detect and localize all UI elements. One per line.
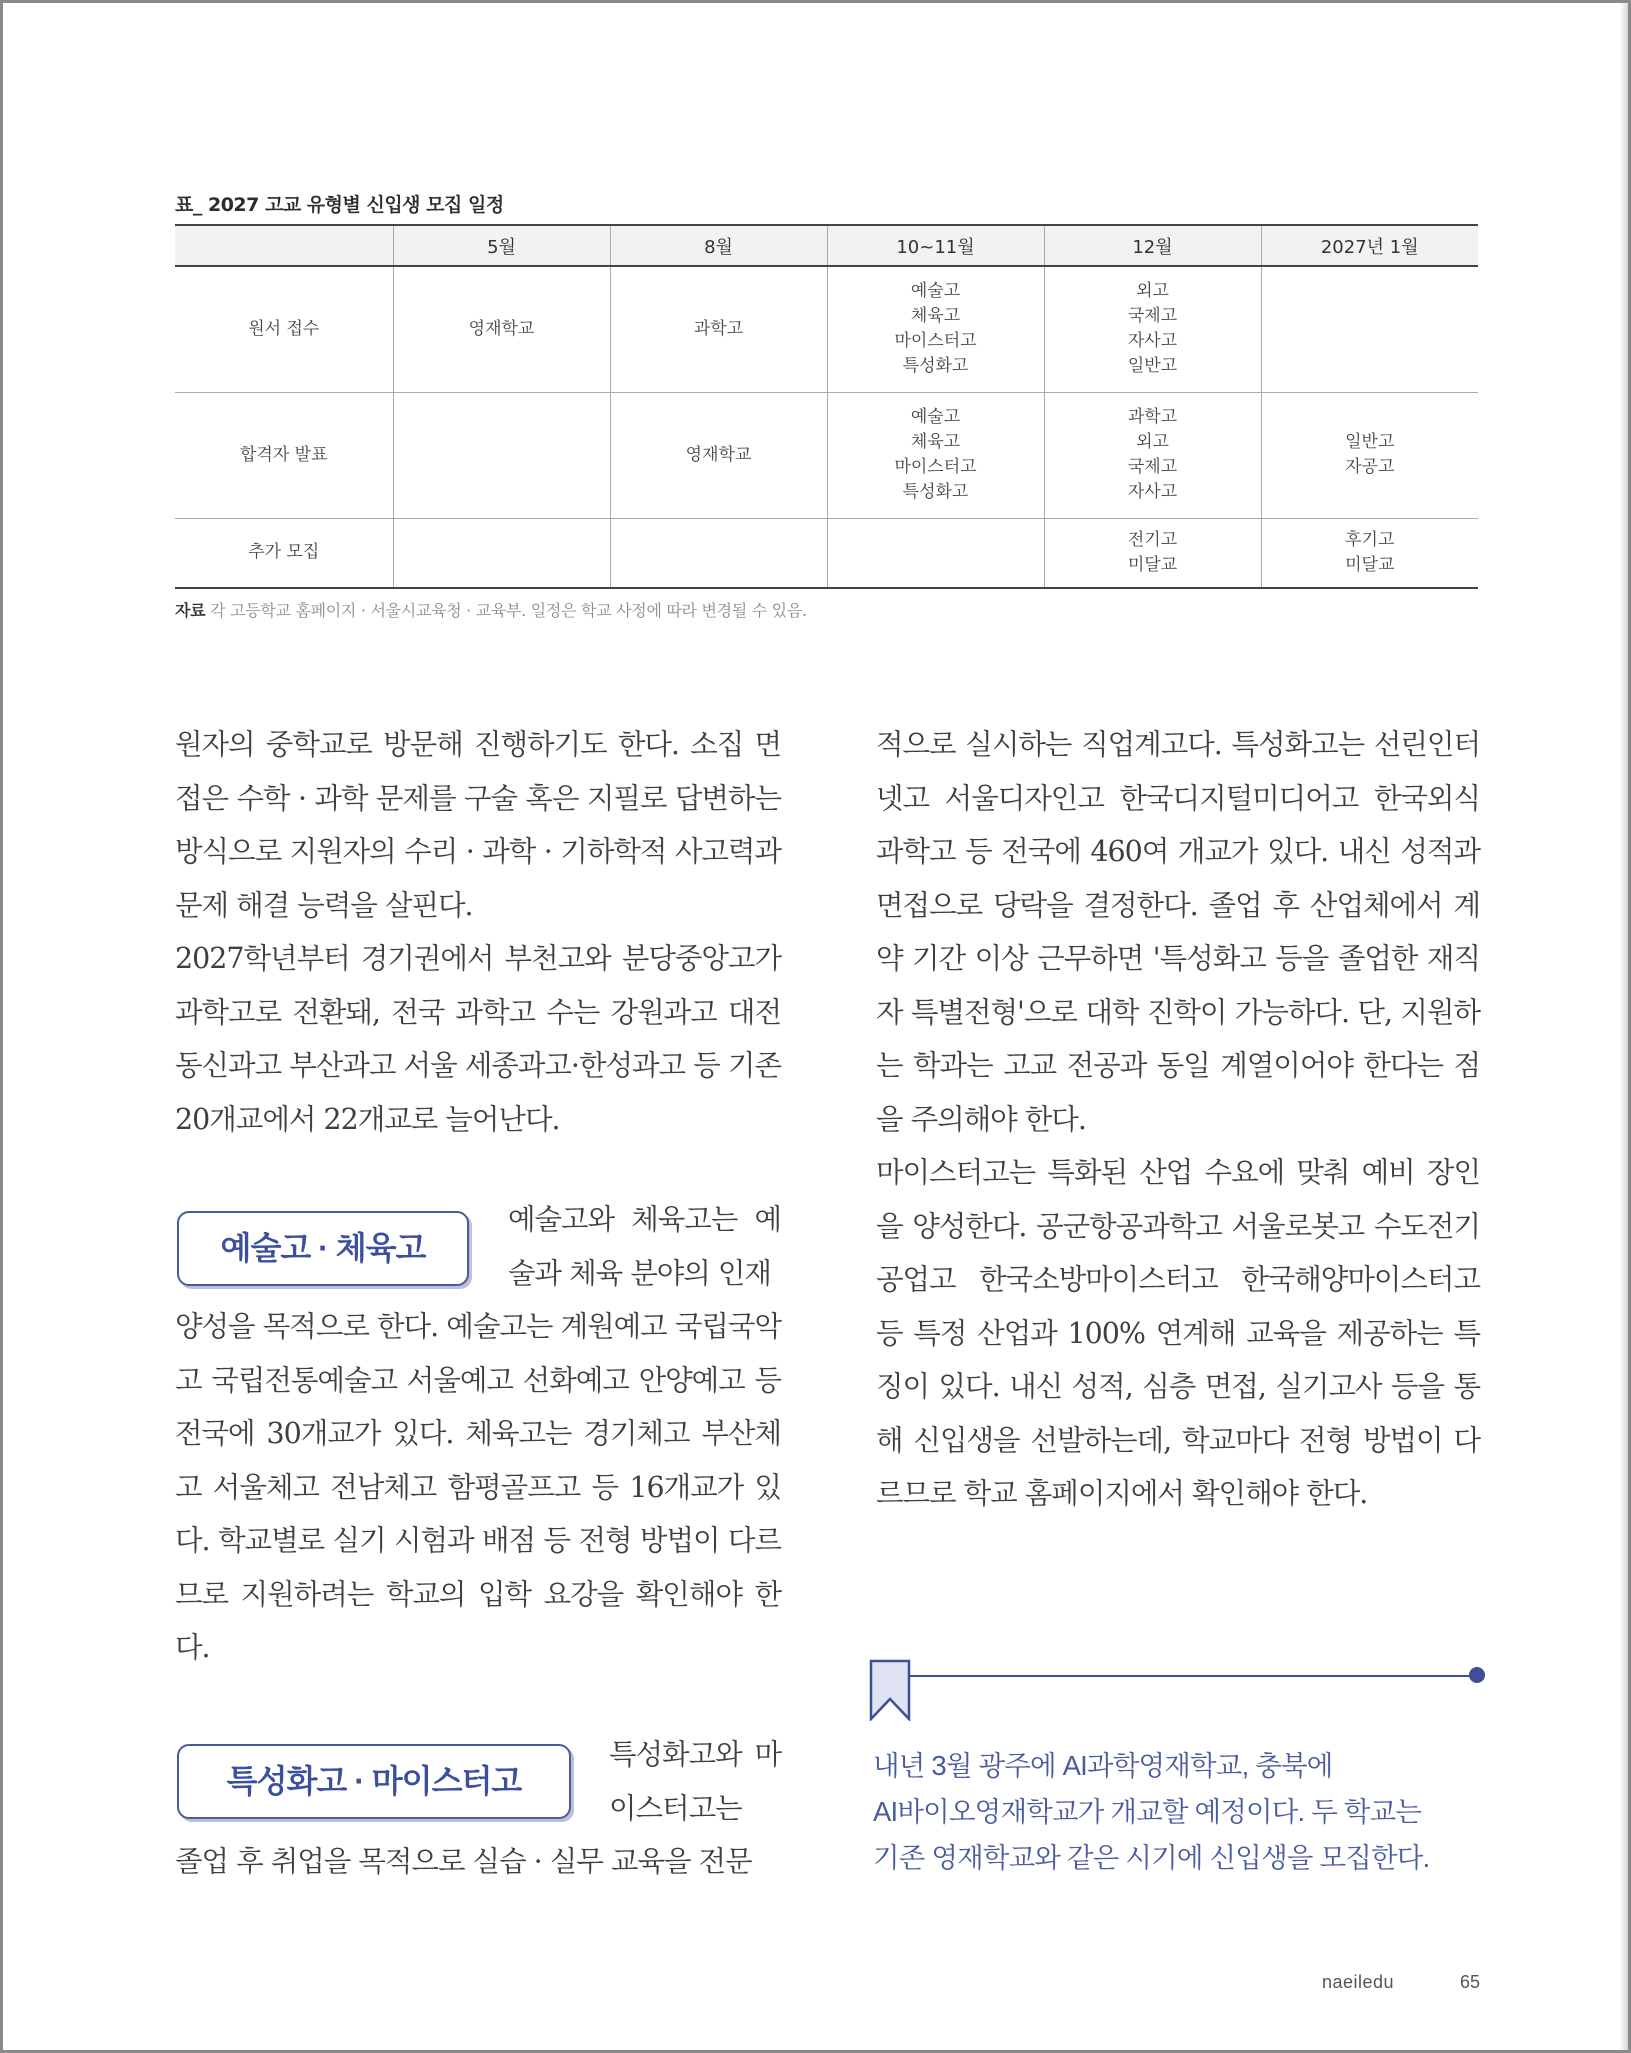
cell-line: 외고 (1136, 432, 1169, 452)
cell-line: 자사고 (1127, 331, 1178, 352)
section2-body: 졸업 후 취업을 목적으로 실습 · 실무 교육을 전문 (175, 1845, 752, 1878)
table-cell (827, 392, 1044, 518)
cell-line: 미달교 (1127, 554, 1178, 575)
row-label: 원서 접수 (175, 266, 393, 392)
table-cell (610, 392, 827, 518)
table-row (175, 392, 1478, 518)
cell-line: 자사고 (1127, 482, 1178, 502)
table-cell (1044, 266, 1261, 392)
table-title: 표_ 2027 고교 유형별 신입생 모집 일정 (175, 194, 504, 216)
cell-line: 특성화고 (902, 482, 969, 502)
callout-divider (910, 1675, 1477, 1677)
table-header-cell (175, 225, 393, 266)
table-cell (1261, 266, 1478, 392)
cell-line: 일반고 (1345, 432, 1395, 452)
cell-line: 마이스터고 (894, 457, 977, 477)
table-header-cell: 2027년 1월 (1261, 225, 1478, 266)
table-header-cell: 5월 (393, 225, 610, 266)
page-number: 65 (1460, 1972, 1481, 1992)
table-header-cell: 12월 (1044, 225, 1261, 266)
table-cell (393, 392, 610, 518)
cell-line: 과학고 (693, 318, 744, 339)
right-column (876, 718, 1480, 1521)
table-cell (1044, 518, 1261, 588)
table-cell (393, 266, 610, 392)
bookmark-icon (869, 1659, 911, 1721)
table-header-row (175, 225, 1478, 266)
table-header-cell: 8월 (610, 225, 827, 266)
source-label: 자료 (175, 601, 206, 620)
table-row (175, 518, 1478, 588)
section-heading-vocational: 특성화고 · 마이스터고 (177, 1744, 571, 1819)
cell-line: 과학고 (1127, 407, 1178, 427)
body-paragraph: 적으로 실시하는 직업계고다. 특성화고는 선린인터넷고 서울디자인고 한국디지털미디어고 한국외식과학고 등 전국에 460여 개교가 있다. 내신 성적과 면접으로 당락을 결정한다. 졸업 후 산업체에서 계약 기간 이상 근무하면 '특성화고 등을 졸업한 재직자 특별전형'으로 대학 진학이 가능하다. 단, 지원하는 학과는 고교 전공과 동일 계열이어야 한다는 점을 주의해야 한다. (876, 728, 1480, 1136)
section1-body: 양성을 목적으로 한다. 예술고는 계원예고 국립국악고 국립전통예술고 서울예고 선화예고 안양예고 등 전국에 30개교가 있다. 체육고는 경기체고 부산체고 서울체고 전남체고 함평골프고 등 16개교가 있다. 학교별로 실기 시험과 배점 등 전형 방법이 다르므로 지원하려는 학교의 입학 요강을 확인해야 한다. (175, 1310, 781, 1664)
cell-line: 자공고 (1345, 457, 1395, 477)
cell-line: 외고 (1136, 281, 1169, 302)
cell-line: 국제고 (1127, 457, 1178, 477)
table-header-cell: 10~11월 (827, 225, 1044, 266)
source-text: 각 고등학교 홈페이지 · 서울시교육청 · 교육부. 일정은 학교 사정에 따라 변경될 수 있음. (210, 601, 807, 620)
footer-brand: naeiledu (1322, 1972, 1395, 1992)
body-paragraph: 마이스터고는 특화된 산업 수요에 맞춰 예비 장인을 양성한다. 공군항공과학고 서울로봇고 수도전기공업고 한국소방마이스터고 한국해양마이스터고 등 특정 산업과 100% 연계해 교육을 제공하는 특징이 있다. 내신 성적, 심층 면접, 실기고사 등을 통해 신입생을 선발하는데, 학교마다 전형 방법이 다르므로 학교 홈페이지에서 확인해야 한다. (876, 1156, 1480, 1510)
cell-line: 후기고 (1345, 529, 1395, 550)
section-heading-arts-sports: 예술고 · 체육고 (177, 1211, 469, 1286)
table-cell (610, 266, 827, 392)
cell-line: 국제고 (1127, 306, 1178, 327)
callout-line: 내년 3월 광주에 AI과학영재학교, 충북에 (873, 1750, 1333, 1781)
callout-line: 기존 영재학교와 같은 시기에 신입생을 모집한다. (873, 1842, 1430, 1873)
cell-line: 체육고 (910, 432, 961, 452)
page-edge-shadow (1620, 3, 1628, 2050)
cell-line: 예술고 (910, 281, 961, 302)
table-cell (393, 518, 610, 588)
cell-line: 영재학교 (685, 444, 752, 465)
callout-line: AI바이오영재학교가 개교할 예정이다. 두 학교는 (873, 1796, 1422, 1827)
cell-line: 전기고 (1127, 529, 1178, 550)
table-source-note (175, 598, 807, 621)
callout-text (873, 1743, 1493, 1881)
table-cell (1044, 392, 1261, 518)
table-row (175, 266, 1478, 392)
body-paragraph: 원자의 중학교로 방문해 진행하기도 한다. 소집 면접은 수학 · 과학 문제를 구술 혹은 지필로 답변하는 방식으로 지원자의 수리 · 과학 · 기하학적 사고력과 문제 해결 능력을 살핀다. (175, 728, 781, 922)
table-cell (827, 518, 1044, 588)
section1-intro: 예술고와 체육고는 예술과 체육 분야의 인재 (508, 1203, 781, 1290)
cell-line: 영재학교 (468, 318, 535, 339)
table-cell (610, 518, 827, 588)
cell-line: 마이스터고 (894, 331, 977, 352)
cell-line: 체육고 (910, 306, 961, 327)
cell-line: 미달교 (1345, 554, 1395, 575)
row-label: 합격자 발표 (175, 392, 393, 518)
table-cell (1261, 518, 1478, 588)
section2-intro: 특성화고와 마이스터고는 (609, 1738, 781, 1825)
row-label: 추가 모집 (175, 518, 393, 588)
cell-line: 일반고 (1127, 356, 1178, 377)
cell-line: 특성화고 (902, 356, 969, 377)
cell-line: 예술고 (910, 407, 961, 427)
table-cell (827, 266, 1044, 392)
schedule-table (175, 224, 1478, 589)
callout-dot (1469, 1667, 1485, 1683)
left-column (175, 718, 781, 1146)
body-paragraph: 2027학년부터 경기권에서 부천고와 분당중앙고가 과학고로 전환돼, 전국 과학고 수는 강원과고 대전동신과고 부산과고 서울 세종과고·한성과고 등 기존 20개교에서 22개교로 늘어난다. (175, 942, 781, 1136)
table-cell (1261, 392, 1478, 518)
